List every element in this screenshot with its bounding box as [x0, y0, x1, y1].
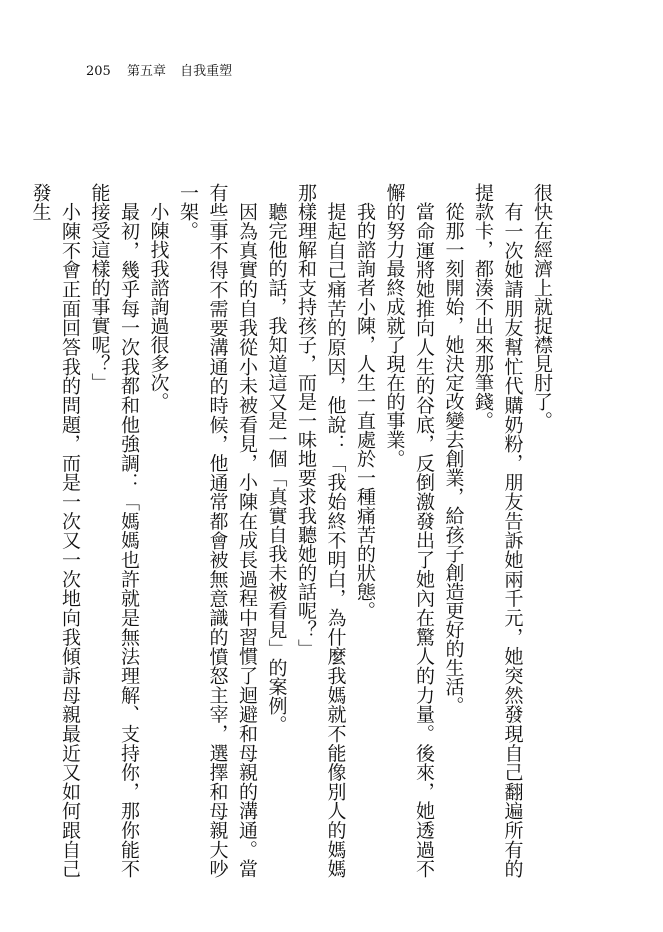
page-number: 205	[86, 64, 111, 79]
chapter-label: 第五章	[126, 64, 166, 79]
paragraph: 有一次她請朋友幫忙代購奶粉，朋友告訴她兩千元，她突然發現自己翻遍所有的提款卡，都湊不出來那筆錢。	[472, 183, 524, 878]
paragraph: 因為真實的自我從小未被看見，小陳在成長過程中習慣了迴避和母親的溝通。當有些事不得不需要溝通的時候，他通常都會被無意識的憤怒主宰，選擇和母親大吵一架。	[177, 183, 258, 878]
paragraph: 小陳不會正面回答我的問題，而是一次又一次地向我傾訴母親最近又如何跟自己發生	[29, 183, 81, 878]
paragraph: 很快在經濟上就捉襟見肘了。	[531, 183, 553, 430]
paragraph: 聽完他的話，我知道這又是一個「真實自我未被看見」的案例。	[265, 202, 288, 734]
paragraph: 從那一刻開始，她決定改變去創業，給孩子創造更好的生活。	[442, 202, 465, 715]
paragraph: 我的諮詢者小陳，人生一直處於一種痛苦的狀態。	[354, 202, 376, 620]
paragraph: 提起自己痛苦的原因，他說：「我始終不明白，為什麼我媽就不能像別人的媽媽那樣理解和支持孩子，而是一味地要求我聽她的話呢？」	[295, 183, 347, 878]
paragraph: 小陳找我諮詢過很多次。	[147, 202, 170, 411]
chapter-title: 自我重塑	[180, 64, 233, 79]
body-text	[29, 183, 556, 878]
running-header	[86, 64, 232, 80]
paragraph: 當命運將她推向人生的谷底，反倒激發出了她內在驚人的力量。後來，她透過不懈的努力最終成就了現在的事業。	[383, 183, 435, 878]
paragraph: 最初，幾乎每一次我都和他強調：「媽媽也許就是無法理解、支持你，那你能不能接受這樣的事實呢？」	[88, 183, 140, 878]
